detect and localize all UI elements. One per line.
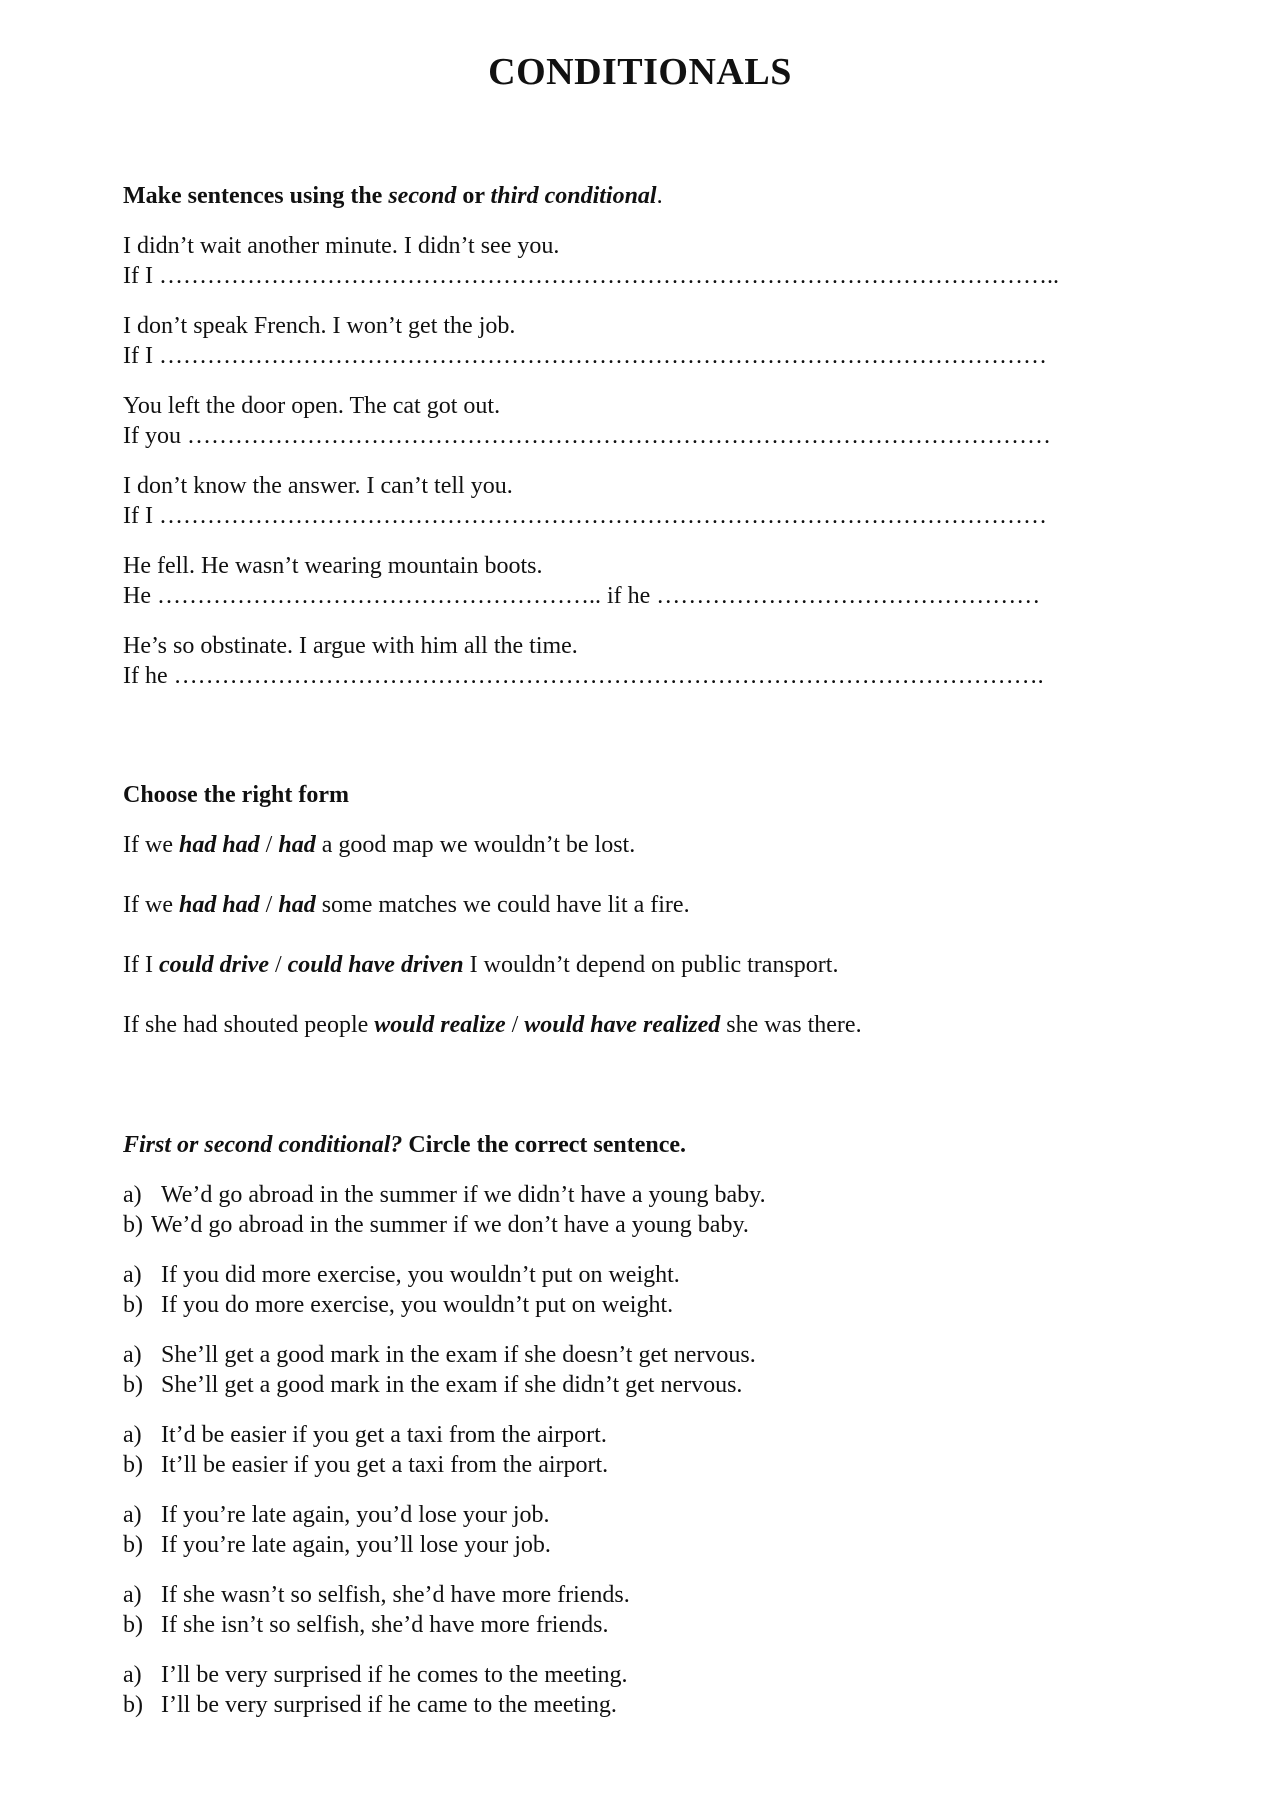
heading-emphasis: First or second conditional?	[123, 1132, 403, 1158]
option-label: a)	[123, 1582, 142, 1608]
choice-sentence	[123, 952, 838, 979]
option-label: a)	[123, 1502, 142, 1528]
exercise-prompt: You left the door open. The cat got out.	[123, 393, 501, 419]
option-b	[123, 1212, 749, 1239]
answer-line: If you ………………………………………………………………………………………………	[123, 423, 1051, 449]
option-text: If you’re late again, you’ll lose your job.	[161, 1532, 551, 1558]
option-a	[123, 1582, 630, 1609]
option-b	[123, 1372, 742, 1399]
sentence-text: If we	[123, 892, 179, 918]
answer-line: If he ……………………………………………………………………………………………….	[123, 663, 1044, 689]
exercise-prompt: I didn’t wait another minute. I didn’t see you.	[123, 233, 560, 259]
option-text: I’ll be very surprised if he comes to the meeting.	[161, 1662, 628, 1688]
choice-option: had had	[178, 892, 260, 918]
option-a	[123, 1342, 756, 1369]
option-label: a)	[123, 1422, 142, 1448]
choice-separator: /	[259, 832, 279, 858]
option-label: a)	[123, 1662, 142, 1688]
option-b	[123, 1612, 608, 1639]
option-label: b)	[123, 1212, 143, 1238]
heading-text: Circle the correct sentence.	[402, 1132, 687, 1158]
option-label: a)	[123, 1262, 142, 1288]
sentence-text: I wouldn’t depend on public transport.	[463, 952, 839, 978]
option-text: If she isn’t so selfish, she’d have more friends.	[161, 1612, 609, 1638]
sentence-text: some matches we could have lit a fire.	[315, 892, 690, 918]
option-b	[123, 1692, 617, 1719]
choice-separator: /	[505, 1012, 525, 1038]
option-text: If you do more exercise, you wouldn’t put on weight.	[161, 1292, 674, 1318]
answer-line: He ……………………………………………….. if he …………………………………………	[123, 583, 1041, 609]
section1-heading	[123, 183, 663, 210]
option-text: It’ll be easier if you get a taxi from the airport.	[161, 1452, 609, 1478]
section2-heading: Choose the right form	[123, 782, 349, 808]
page-title: CONDITIONALS	[488, 51, 792, 93]
option-a	[123, 1422, 607, 1449]
option-text: It’d be easier if you get a taxi from the airport.	[161, 1422, 607, 1448]
option-text: If you’re late again, you’d lose your job.	[161, 1502, 550, 1528]
choice-sentence	[123, 832, 635, 859]
answer-line: If I …………………………………………………………………………………………………	[123, 343, 1047, 369]
option-label: b)	[123, 1692, 143, 1718]
option-text: If you did more exercise, you wouldn’t put on weight.	[161, 1262, 680, 1288]
section3-heading	[123, 1132, 686, 1159]
option-label: b)	[123, 1372, 143, 1398]
choice-option: had	[278, 892, 316, 918]
choice-option: had had	[178, 832, 260, 858]
sentence-text: she was there.	[720, 1012, 862, 1038]
heading-text: or	[456, 183, 491, 209]
option-b	[123, 1532, 551, 1559]
option-b	[123, 1452, 608, 1479]
heading-emphasis: third conditional	[490, 183, 657, 209]
heading-text: Make sentences using the	[123, 183, 389, 209]
heading-text: .	[656, 183, 663, 209]
option-a	[123, 1262, 680, 1289]
exercise-prompt: He fell. He wasn’t wearing mountain boots.	[123, 553, 543, 579]
option-text: I’ll be very surprised if he came to the meeting.	[161, 1692, 617, 1718]
option-label: b)	[123, 1292, 143, 1318]
choice-option: had	[278, 832, 316, 858]
exercise-prompt: I don’t speak French. I won’t get the job.	[123, 313, 516, 339]
exercise-prompt: I don’t know the answer. I can’t tell you.	[123, 473, 513, 499]
choice-option: would have realized	[524, 1012, 721, 1038]
choice-option: would realize	[374, 1012, 506, 1038]
heading-emphasis: second	[388, 183, 457, 209]
option-label: b)	[123, 1532, 143, 1558]
option-text: She’ll get a good mark in the exam if she doesn’t get nervous.	[161, 1342, 756, 1368]
option-text: She’ll get a good mark in the exam if she didn’t get nervous.	[161, 1372, 743, 1398]
option-a	[123, 1182, 766, 1209]
choice-separator: /	[259, 892, 279, 918]
option-text: If she wasn’t so selfish, she’d have more friends.	[161, 1582, 630, 1608]
option-a	[123, 1502, 550, 1529]
option-text: We’d go abroad in the summer if we don’t have a young baby.	[151, 1212, 749, 1238]
choice-option: could drive	[158, 952, 269, 978]
sentence-text: If I	[123, 952, 159, 978]
sentence-text: If we	[123, 832, 179, 858]
choice-sentence	[123, 892, 690, 919]
exercise-prompt: He’s so obstinate. I argue with him all the time.	[123, 633, 578, 659]
sentence-text: If she had shouted people	[123, 1012, 375, 1038]
choice-sentence	[123, 1012, 862, 1039]
option-label: b)	[123, 1452, 143, 1478]
answer-line: If I …………………………………………………………………………………………………..	[123, 263, 1059, 289]
choice-option: could have driven	[287, 952, 464, 978]
option-label: a)	[123, 1342, 142, 1368]
option-a	[123, 1662, 628, 1689]
option-label: b)	[123, 1612, 143, 1638]
option-label: a)	[123, 1182, 142, 1208]
option-b	[123, 1292, 673, 1319]
answer-line: If I …………………………………………………………………………………………………	[123, 503, 1047, 529]
choice-separator: /	[268, 952, 288, 978]
option-text: We’d go abroad in the summer if we didn’t have a young baby.	[161, 1182, 766, 1208]
sentence-text: a good map we wouldn’t be lost.	[315, 832, 636, 858]
